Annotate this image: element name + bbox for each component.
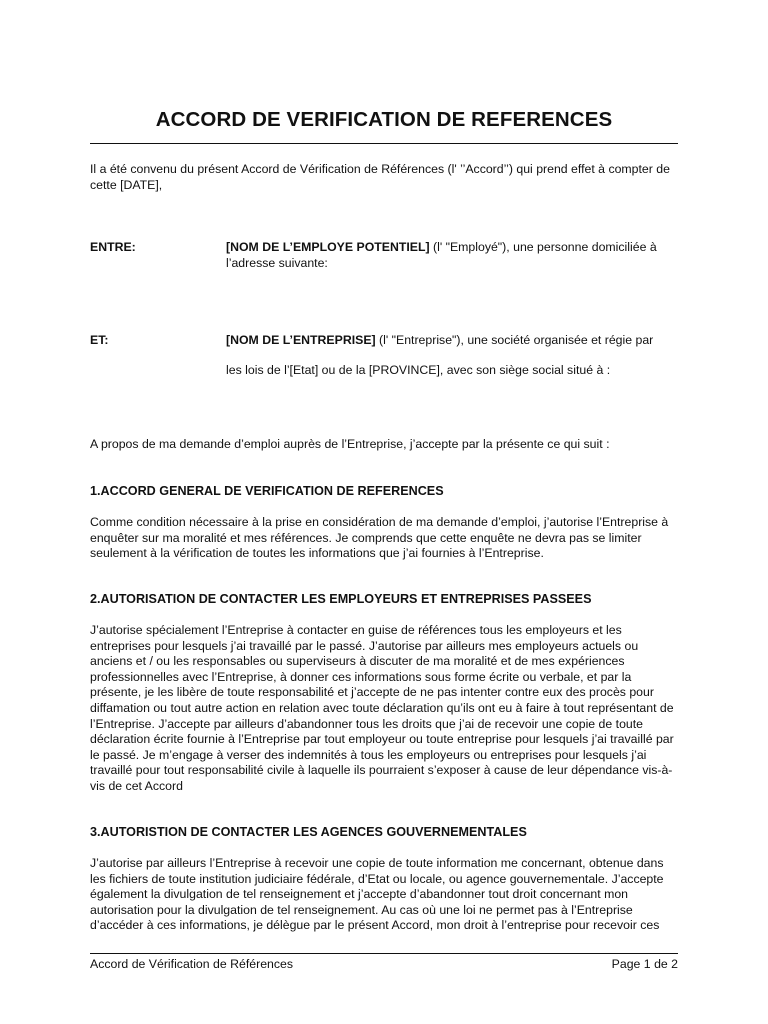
section-2-body: J’autorise spécialement l’Entreprise à contacter en guise de références tous les employeurs et les entreprises pour lesquels j’ai travaillé par le passé. J’autorise par ailleurs mes employeurs actuels ou anciens et / ou les responsables ou superviseurs à discuter de ma moralité et de mes expériences professionnelles avec l’Entreprise, à donner ces informations sous forme écrite ou verbale, et par la présente, je les libère de toute responsabilité et j’accepte de ne pas intenter contre eux des procès pour diffamation ou tout autre action en relation avec toute déclaration qu’ils ont eu à faire à tout représentant de l’Entreprise. J’accepte par ailleurs d’abandonner tous les droits que j’ai de recevoir une copie de toute déclaration écrite fournie à l’Entreprise par tout employeur ou toute entreprise pour lesquels j’ai travaillé par le passé. Je m’engage à verser des indemnités à tous les employeurs ou entreprises pour lesquels j’ai travaillé pour tout responsabilité civile à laquelle ils pourraient s’exposer à cause de leur dépendance vis-à-vis de cet Accord	[90, 623, 674, 793]
and-label: ET:	[90, 333, 109, 347]
company-name-placeholder: [NOM DE L’ENTREPRISE]	[226, 333, 376, 347]
employee-name-placeholder: [NOM DE L’EMPLOYE POTENTIEL]	[226, 240, 430, 254]
footer-divider	[90, 953, 678, 954]
section-2-heading: 2.AUTORISATION DE CONTACTER LES EMPLOYEURS ET ENTREPRISES PASSEES	[90, 592, 592, 606]
document-page	[90, 0, 678, 1024]
footer-document-name: Accord de Vérification de Références	[90, 957, 294, 971]
between-label: ENTRE:	[90, 240, 136, 254]
company-jurisdiction-text: les lois de l’[Etat] ou de la [PROVINCE], avec son siège social situé à :	[226, 363, 611, 377]
section-3-heading: 3.AUTORISTION DE CONTACTER LES AGENCES GOUVERNEMENTALES	[90, 825, 527, 839]
footer-page-number: Page 1 de 2	[611, 957, 678, 971]
document-title: ACCORD DE VERIFICATION DE REFERENCES	[155, 108, 613, 131]
company-description: (l' "Entreprise"), une société organisée et régie par	[375, 333, 654, 347]
preamble-paragraph: A propos de ma demande d’emploi auprès de l’Entreprise, j’accepte par la présente ce qui suit :	[90, 437, 610, 451]
intro-paragraph: Il a été convenu du présent Accord de Vérification de Références (l' ’’Accord’’) qui prend effet à compter de cette [DATE],	[90, 162, 670, 192]
section-3-body: J’autorise par ailleurs l’Entreprise à recevoir une copie de toute information me concernant, obtenue dans les fichiers de toute institution judiciaire fédérale, d’Etat ou locale, ou agence gouvernementale. J’accepte également la divulgation de tel renseignement et j’accepte d’abandonner tout droit concernant mon autorisation pour la divulgation de tel renseignement. Au cas où une loi ne permet pas à l’Entreprise d’accéder à ces informations, je délègue par le présent Accord, mon droit à l’entreprise pour recevoir ces	[90, 856, 664, 933]
employee-description: (l' "Employé"), une personne domiciliée à l’adresse suivante:	[226, 240, 657, 270]
section-1-body: Comme condition nécessaire à la prise en considération de ma demande d’emploi, j’autorise l’Entreprise à enquêter sur ma moralité et mes références. Je comprends que cette enquête ne devra pas se limiter seulement à la vérification de toutes les informations que j’ai fournies à l’Entreprise.	[90, 515, 669, 561]
title-divider	[90, 143, 678, 144]
section-1-heading: 1.ACCORD GENERAL DE VERIFICATION DE REFERENCES	[90, 484, 444, 498]
employee-party-text	[226, 240, 678, 271]
company-party-text	[226, 333, 678, 349]
